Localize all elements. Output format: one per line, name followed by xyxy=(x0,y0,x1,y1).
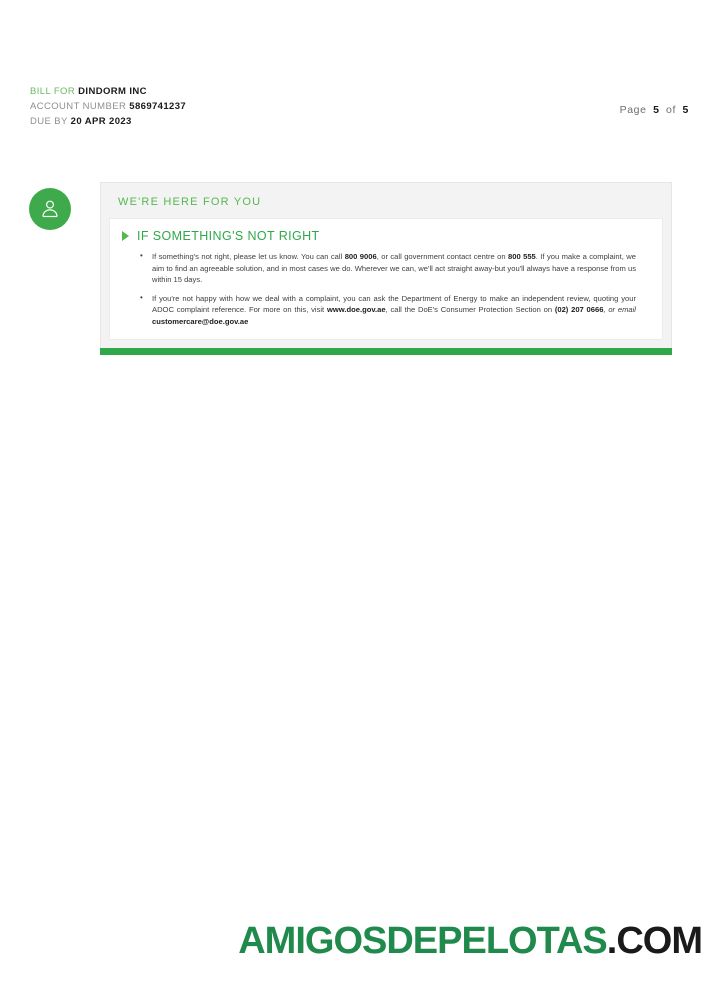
green-footer-bar xyxy=(100,348,672,355)
text-fragment: 800 555 xyxy=(508,252,536,261)
bill-header xyxy=(30,84,690,129)
bill-for-line xyxy=(30,84,690,99)
text-fragment: , or email xyxy=(603,305,636,314)
due-by-label: DUE BY xyxy=(30,116,68,127)
panel-title: WE'RE HERE FOR YOU xyxy=(118,196,262,208)
account-number-line xyxy=(30,99,690,114)
triangle-bullet-icon xyxy=(122,231,129,241)
text-fragment: If you're not happy with how we deal with a complaint, you can ask the Department of Energy to make an independent review, quoting your ADOC complaint reference. For more on this, visit xyxy=(152,293,636,314)
complaint-info-list xyxy=(122,251,650,327)
page-word: Page xyxy=(619,104,647,116)
bill-for-value: DINDORM INC xyxy=(78,86,147,97)
list-item xyxy=(152,293,650,328)
watermark-suffix: .COM xyxy=(606,920,702,962)
due-by-line xyxy=(30,114,690,129)
due-by-value: 20 APR 2023 xyxy=(70,116,132,127)
here-for-you-panel xyxy=(100,182,672,350)
page-total: 5 xyxy=(682,104,689,116)
text-fragment: . If you make a complaint, we aim to find an agreeable solution, and in most cases we do. Wherever we can, we'll act straight away-but you'll always have a response from us within 15 days. xyxy=(152,252,636,284)
text-fragment: If something's not right, please let us know. You can call xyxy=(152,252,345,261)
page-indicator xyxy=(620,104,692,116)
account-number-label: ACCOUNT NUMBER xyxy=(30,101,127,112)
text-fragment: 800 9006 xyxy=(344,252,377,261)
list-item xyxy=(152,251,650,286)
panel-subheading-text: IF SOMETHING'S NOT RIGHT xyxy=(137,229,320,243)
text-fragment: customercare@doe.gov.ae xyxy=(152,316,249,326)
panel-subheading xyxy=(122,229,650,243)
account-number-value: 5869741237 xyxy=(129,101,187,112)
page-current: 5 xyxy=(653,104,660,116)
watermark-primary: AMIGOSDEPELOTAS xyxy=(238,920,607,962)
text-fragment: , call the DoE's Consumer Protection Section on xyxy=(385,305,555,314)
text-fragment: , or call government contact centre on xyxy=(376,252,509,261)
text-fragment: www.doe.gov.ae xyxy=(326,305,386,314)
watermark xyxy=(0,920,702,963)
text-fragment: (02) 207 0666 xyxy=(554,305,604,314)
bill-for-label: BILL FOR xyxy=(30,86,76,97)
support-person-icon xyxy=(29,188,71,230)
panel-body xyxy=(109,218,663,340)
page-of-word: of xyxy=(666,104,677,116)
